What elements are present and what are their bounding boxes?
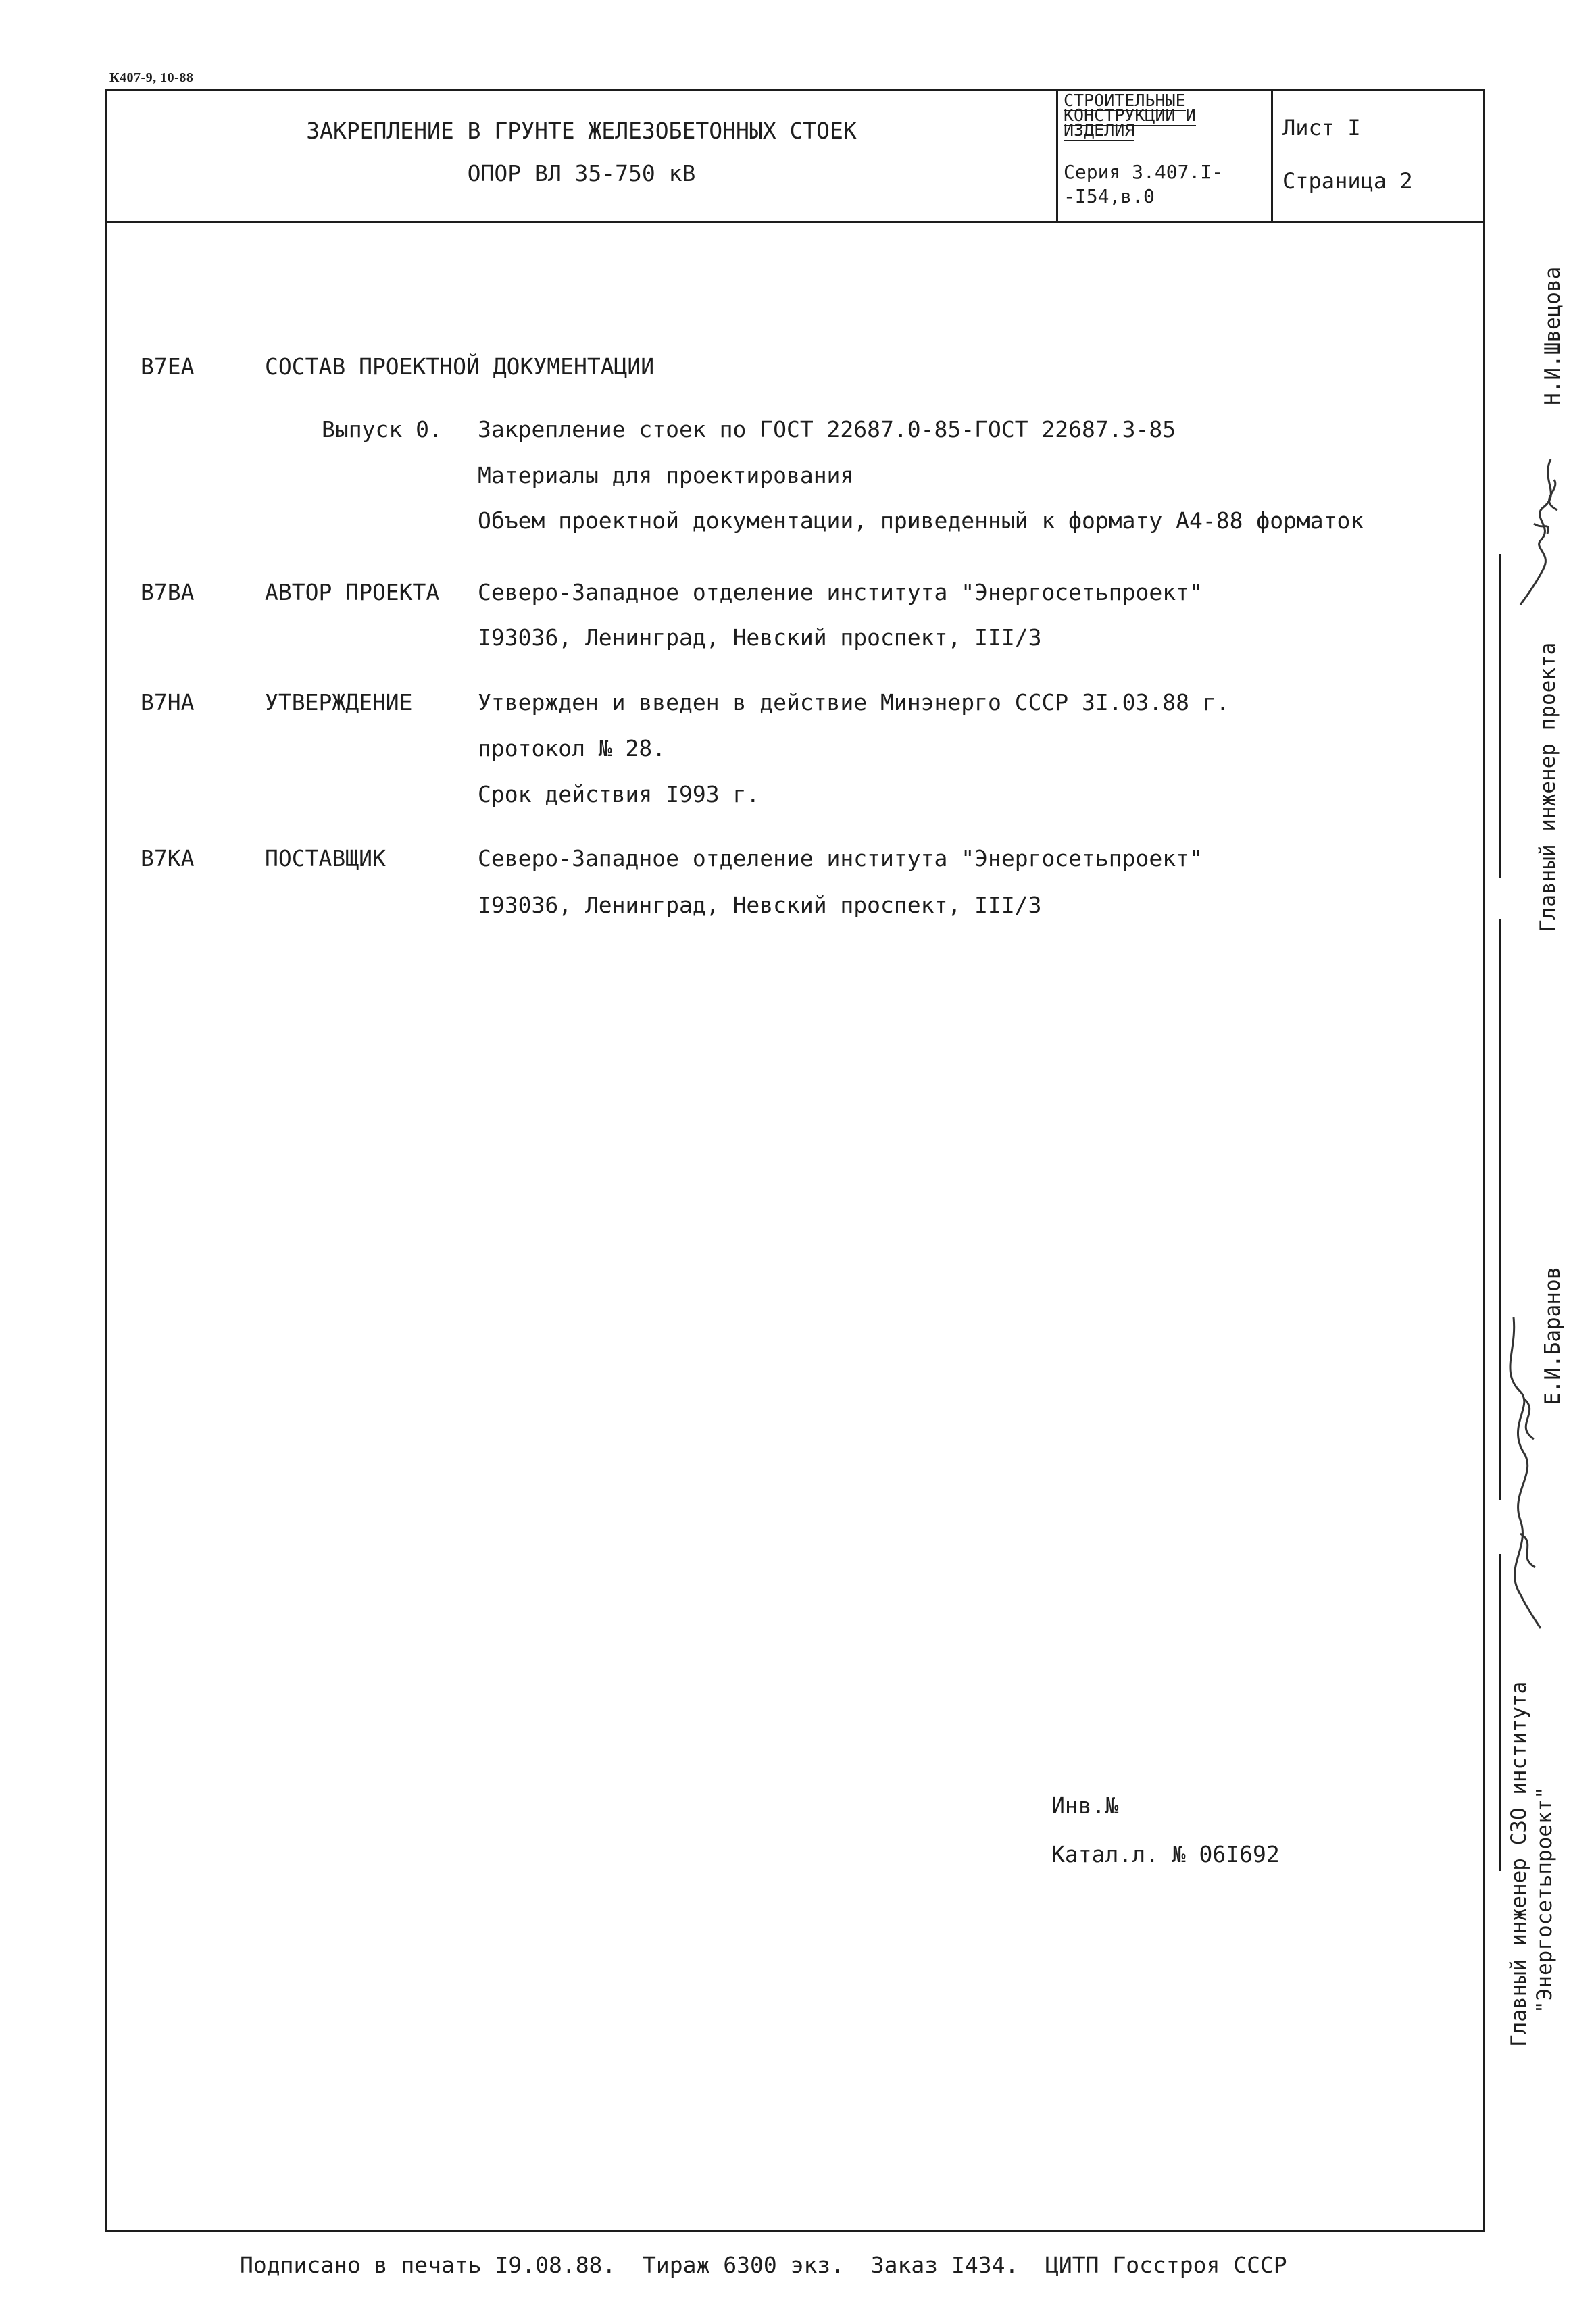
- section-code: В7ВА: [141, 579, 195, 605]
- section-line: I93036, Ленинград, Невский проспект, III/3: [478, 892, 1042, 918]
- section-code: В7ЕА: [141, 353, 195, 380]
- page-number: Страница 2: [1282, 168, 1413, 194]
- signer-title-institute-line-2: "Энергосетьпроект": [1532, 1786, 1557, 2013]
- section-line: Закрепление стоек по ГОСТ 22687.0-85-ГОСТ 22687.3-85: [478, 416, 1176, 443]
- signer-name-baranov: Е.И.Баранов: [1541, 1266, 1565, 1405]
- sheet-number: Лист I: [1282, 115, 1361, 141]
- section-heading: СОСТАВ ПРОЕКТНОЙ ДОКУМЕНТАЦИИ: [265, 353, 655, 380]
- inventory-number: Инв.№: [1051, 1792, 1119, 1819]
- signer-name-shvetsova: Н.И.Швецова: [1541, 266, 1565, 405]
- document-code: К407-9, 10-88: [109, 70, 194, 85]
- document-title-line-2: ОПОР ВЛ 35-750 кВ: [467, 160, 696, 186]
- section-line: Объем проектной документации, приведенный к формату А4-88 форматок: [478, 507, 1364, 534]
- series-number-line-2: -I54,в.0: [1064, 185, 1155, 207]
- document-frame: [105, 89, 1485, 2232]
- section-line: Северо-Западное отделение института "Энергосетьпроект": [478, 845, 1203, 872]
- side-divider: [1499, 554, 1501, 878]
- series-heading-line-1: СТРОИТЕЛЬНЫЕ: [1064, 91, 1186, 110]
- section-line: Материалы для проектирования: [478, 462, 854, 488]
- section-code: В7КА: [141, 845, 195, 872]
- section-label: АВТОР ПРОЕКТА: [265, 579, 440, 605]
- section-label: УТВЕРЖДЕНИЕ: [265, 689, 413, 715]
- series-heading-line-3: ИЗДЕЛИЯ: [1064, 120, 1135, 140]
- signature-baranov: [1493, 1311, 1568, 1635]
- section-line: I93036, Ленинград, Невский проспект, III/3: [478, 624, 1042, 651]
- section-code: В7НА: [141, 689, 195, 715]
- section-label: ПОСТАВЩИК: [265, 845, 386, 872]
- document-title-line-1: ЗАКРЕПЛЕНИЕ В ГРУНТЕ ЖЕЛЕЗОБЕТОННЫХ СТОЕК: [306, 118, 857, 144]
- section-line: протокол № 28.: [478, 735, 666, 761]
- series-heading-line-2: КОНСТРУКЦИИ И: [1064, 105, 1196, 125]
- print-footer: Подписано в печать I9.08.88. Тираж 6300 экз. Заказ I434. ЦИТП Госстроя СССР: [240, 2252, 1287, 2278]
- signature-shvetsova: [1514, 459, 1574, 608]
- signer-title-project: Главный инженер проекта: [1536, 642, 1560, 932]
- document-body: [107, 91, 1483, 2230]
- series-number-line-1: Серия 3.407.I-: [1064, 161, 1224, 183]
- section-line: Утвержден и введен в действие Минэнерго СССР 3I.03.88 г.: [478, 689, 1230, 715]
- section-line: Срок действия I993 г.: [478, 781, 760, 807]
- signer-title-institute-line-1: Главный инженер СЗО института: [1507, 1681, 1531, 2047]
- catalog-number: Катал.л. № 06I692: [1051, 1841, 1280, 1867]
- issue-label: Выпуск 0.: [322, 416, 443, 443]
- section-line: Северо-Западное отделение института "Энергосетьпроект": [478, 579, 1203, 605]
